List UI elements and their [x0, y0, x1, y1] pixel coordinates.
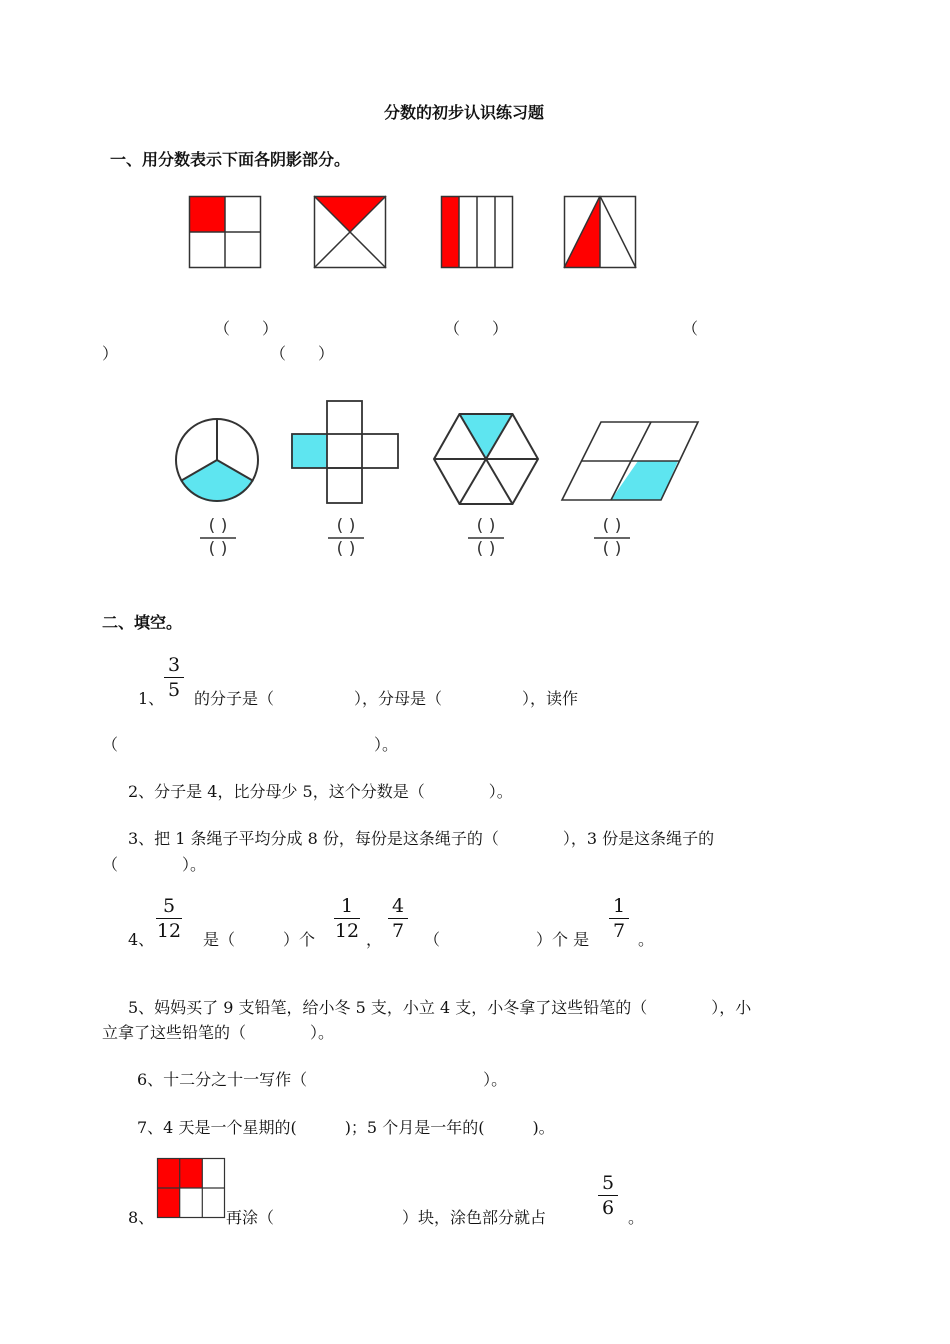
q4-fraction-4 — [609, 897, 629, 941]
denominator: 7 — [391, 920, 405, 942]
q8-fraction — [598, 1174, 618, 1218]
q7-text: 7、4 天是一个星期的( )；5 个月是一年的( )。 — [137, 1118, 555, 1137]
numerator: 4 — [391, 895, 405, 917]
figure-square-quarter — [189, 196, 261, 268]
q1-prefix: 1、 — [138, 689, 165, 708]
q1-fraction — [164, 656, 184, 700]
answer-blank-4[interactable]: （ ） — [270, 344, 335, 363]
answer-blank-3-close: ） — [102, 344, 119, 363]
denominator: 6 — [601, 1197, 615, 1219]
q5-text-cont: 立拿了这些铅笔的（ ）。 — [102, 1023, 335, 1042]
figure-square-triangles — [564, 196, 636, 268]
fraction-blank-1[interactable] — [196, 518, 240, 558]
denominator: 12 — [334, 920, 360, 942]
q4-text-2: （ ）个 是 — [424, 930, 590, 949]
section2-heading: 二、填空。 — [102, 613, 183, 632]
q4-fraction-1 — [156, 897, 182, 941]
q4-text-1: 是（ ）个 — [203, 930, 316, 949]
answer-blank-2[interactable]: （ ） — [444, 319, 509, 338]
answer-blank-1[interactable]: （ ） — [214, 319, 279, 338]
blank-numerator: ( ) — [476, 516, 496, 536]
numerator: 1 — [612, 895, 626, 917]
q4-fraction-2 — [334, 897, 360, 941]
q4-fraction-3 — [388, 897, 408, 941]
figure-square-diagonal — [314, 196, 386, 268]
numerator: 5 — [601, 1172, 615, 1194]
page-title: 分数的初步认识练习题 — [384, 103, 545, 122]
q1-text: 的分子是（ ），分母是（ ），读作 — [194, 689, 579, 708]
q2-text: 2、分子是 4，比分母少 5，这个分数是（ ）。 — [128, 782, 513, 801]
figure-grid-2x3 — [157, 1158, 225, 1218]
numerator: 5 — [162, 895, 176, 917]
q4-end: 。 — [638, 930, 655, 949]
blank-numerator: ( ) — [208, 516, 228, 536]
section1-heading: 一、用分数表示下面各阴影部分。 — [110, 150, 351, 169]
figure-hexagon — [433, 413, 539, 505]
q5-text: 5、妈妈买了 9 支铅笔，给小冬 5 支，小立 4 支，小冬拿了这些铅笔的（ ），小 — [128, 998, 752, 1017]
q8-prefix: 8、 — [128, 1208, 155, 1227]
q3-text-cont: （ ）。 — [102, 855, 207, 874]
denominator: 12 — [156, 920, 182, 942]
figure-circle-thirds — [175, 418, 259, 502]
q6-text: 6、十二分之十一写作（ ）。 — [137, 1070, 508, 1089]
fraction-blank-4[interactable] — [590, 518, 634, 558]
q4-comma: ， — [366, 930, 383, 949]
figure-square-strips — [441, 196, 513, 268]
blank-numerator: ( ) — [602, 516, 622, 536]
fraction-blank-3[interactable] — [464, 518, 508, 558]
figure-cross-net — [291, 400, 399, 504]
q8-end: 。 — [628, 1208, 645, 1227]
blank-denominator: ( ) — [208, 539, 228, 559]
blank-denominator: ( ) — [336, 539, 356, 559]
answer-blank-3-open[interactable]: （ — [682, 319, 699, 338]
fraction-blank-2[interactable] — [324, 518, 368, 558]
q4-prefix: 4、 — [128, 930, 155, 949]
q3-text: 3、把 1 条绳子平均分成 8 份，每份是这条绳子的（ ），3 份是这条绳子的 — [128, 829, 715, 848]
q1-text-cont: （ ）。 — [102, 735, 399, 754]
blank-denominator: ( ) — [476, 539, 496, 559]
numerator: 3 — [167, 654, 181, 676]
denominator: 7 — [612, 920, 626, 942]
blank-denominator: ( ) — [602, 539, 622, 559]
numerator: 1 — [340, 895, 354, 917]
q8-text: 再涂（ ）块，涂色部分就占 — [226, 1208, 547, 1227]
figure-parallelogram — [561, 421, 699, 501]
blank-numerator: ( ) — [336, 516, 356, 536]
denominator: 5 — [167, 679, 181, 701]
